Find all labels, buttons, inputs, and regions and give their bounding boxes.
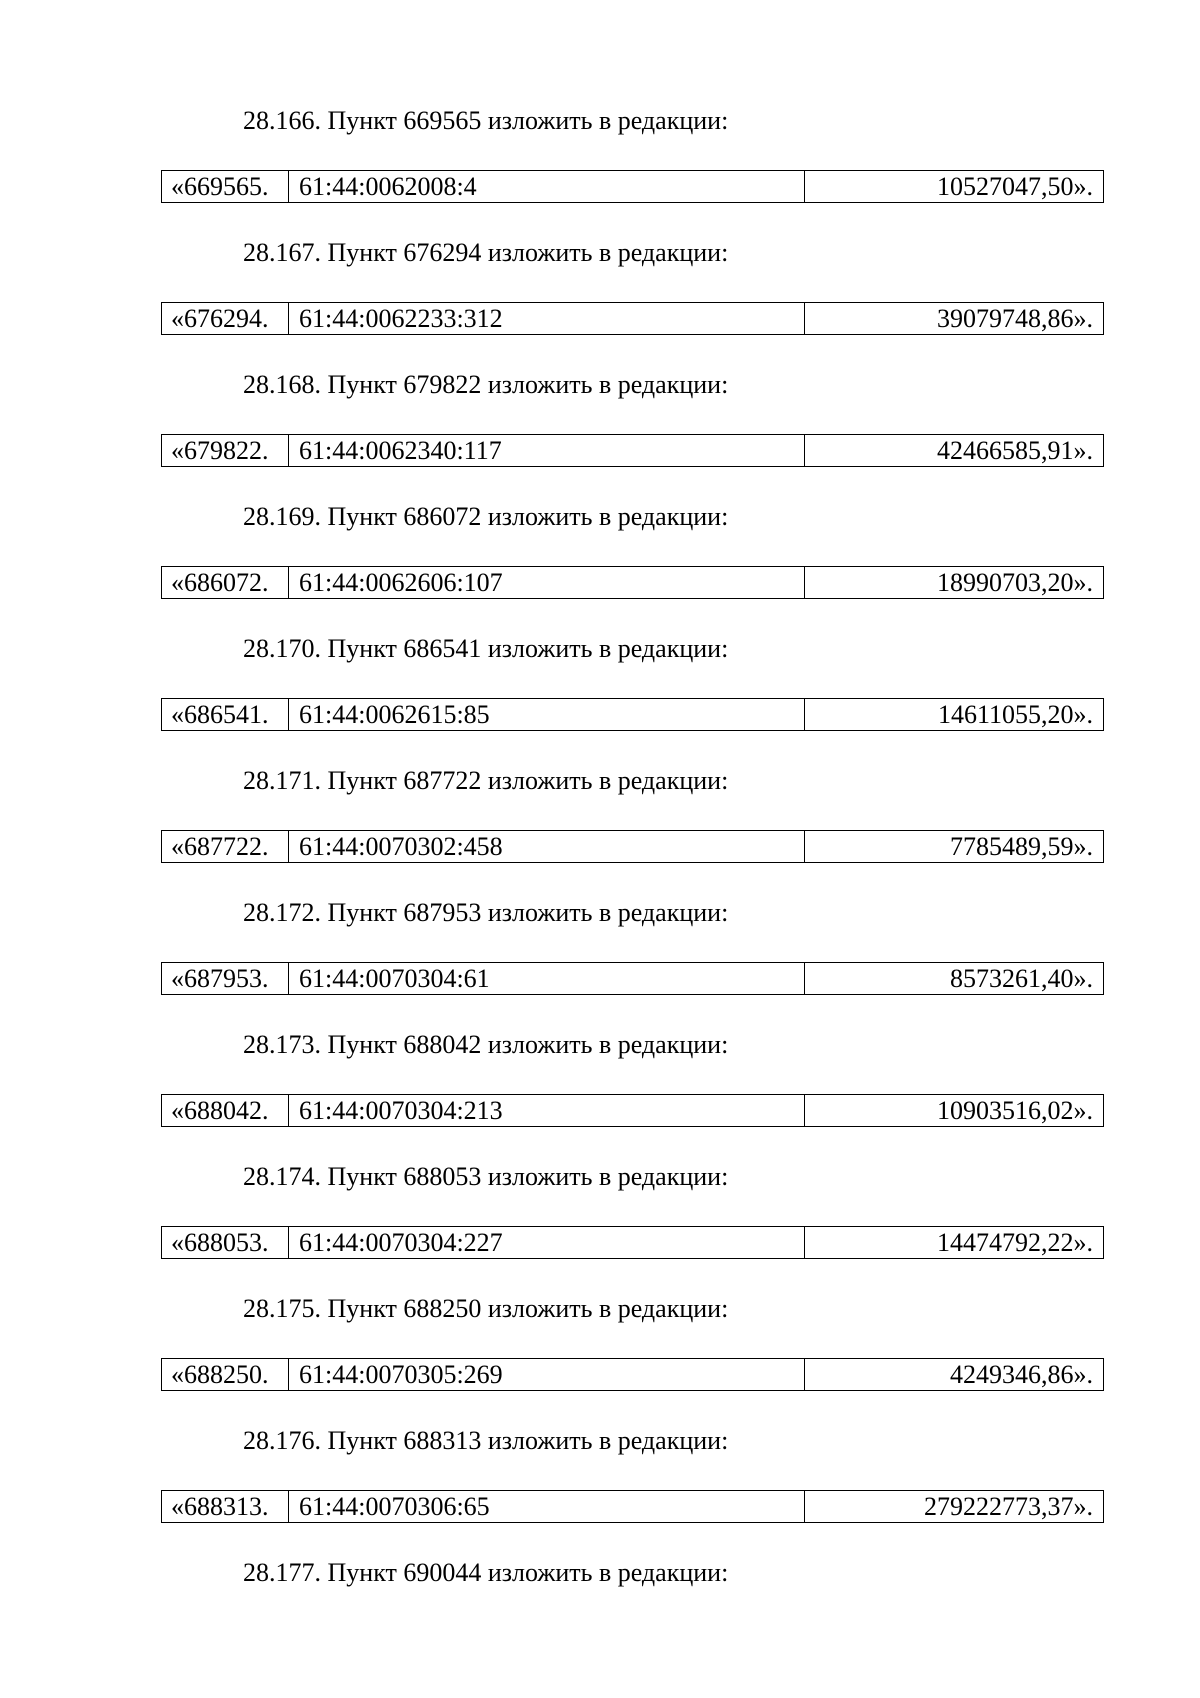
table-row (161, 1226, 1104, 1259)
cadastral-number-cell: 61:44:0070306:65 (289, 1491, 805, 1522)
cadastral-number-cell: 61:44:0062340:117 (289, 435, 805, 466)
item-number-cell: «679822. (162, 435, 289, 466)
cadastral-number-cell: 61:44:0062615:85 (289, 699, 805, 730)
table-row (161, 1358, 1104, 1391)
value-cell: 14474792,22». (937, 1227, 1093, 1257)
paragraph-heading: 28.175. Пункт 688250 изложить в редакции: (243, 1294, 729, 1323)
value-cell: 14611055,20». (937, 699, 1093, 729)
paragraph-heading: 28.173. Пункт 688042 изложить в редакции: (243, 1030, 729, 1059)
cadastral-number-cell: 61:44:0070302:458 (289, 831, 805, 862)
table-row (161, 698, 1104, 731)
paragraph-heading: 28.177. Пункт 690044 изложить в редакции: (243, 1558, 729, 1587)
value-cell: 7785489,59». (950, 831, 1093, 861)
item-number-cell: «669565. (162, 171, 289, 202)
paragraph-heading: 28.168. Пункт 679822 изложить в редакции: (243, 370, 729, 399)
table-row (161, 1094, 1104, 1127)
table-row (161, 1490, 1104, 1523)
cadastral-number-cell: 61:44:0070304:61 (289, 963, 805, 994)
cadastral-number-cell: 61:44:0062233:312 (289, 303, 805, 334)
table-row (161, 566, 1104, 599)
cadastral-number-cell: 61:44:0062606:107 (289, 567, 805, 598)
table-row (161, 434, 1104, 467)
table-row (161, 962, 1104, 995)
item-number-cell: «687722. (162, 831, 289, 862)
table-row (161, 170, 1104, 203)
value-cell: 279222773,37». (924, 1491, 1093, 1521)
item-number-cell: «686072. (162, 567, 289, 598)
table-row (161, 302, 1104, 335)
paragraph-heading: 28.169. Пункт 686072 изложить в редакции: (243, 502, 729, 531)
value-cell: 4249346,86». (950, 1359, 1093, 1389)
value-cell: 10903516,02». (937, 1095, 1093, 1125)
value-cell: 10527047,50». (937, 171, 1093, 201)
item-number-cell: «688313. (162, 1491, 289, 1522)
paragraph-heading: 28.167. Пункт 676294 изложить в редакции: (243, 238, 729, 267)
value-cell: 39079748,86». (937, 303, 1093, 333)
paragraph-heading: 28.170. Пункт 686541 изложить в редакции: (243, 634, 729, 663)
value-cell: 42466585,91». (937, 435, 1093, 465)
cadastral-number-cell: 61:44:0070304:213 (289, 1095, 805, 1126)
item-number-cell: «688042. (162, 1095, 289, 1126)
item-number-cell: «687953. (162, 963, 289, 994)
cadastral-number-cell: 61:44:0070305:269 (289, 1359, 805, 1390)
item-number-cell: «676294. (162, 303, 289, 334)
paragraph-heading: 28.174. Пункт 688053 изложить в редакции: (243, 1162, 729, 1191)
value-cell: 8573261,40». (950, 963, 1093, 993)
value-cell: 18990703,20». (937, 567, 1093, 597)
paragraph-heading: 28.176. Пункт 688313 изложить в редакции: (243, 1426, 729, 1455)
item-number-cell: «688053. (162, 1227, 289, 1258)
cadastral-number-cell: 61:44:0062008:4 (289, 171, 805, 202)
paragraph-heading: 28.172. Пункт 687953 изложить в редакции: (243, 898, 729, 927)
item-number-cell: «688250. (162, 1359, 289, 1390)
paragraph-heading: 28.166. Пункт 669565 изложить в редакции: (243, 106, 729, 135)
item-number-cell: «686541. (162, 699, 289, 730)
paragraph-heading: 28.171. Пункт 687722 изложить в редакции: (243, 766, 729, 795)
cadastral-number-cell: 61:44:0070304:227 (289, 1227, 805, 1258)
table-row (161, 830, 1104, 863)
